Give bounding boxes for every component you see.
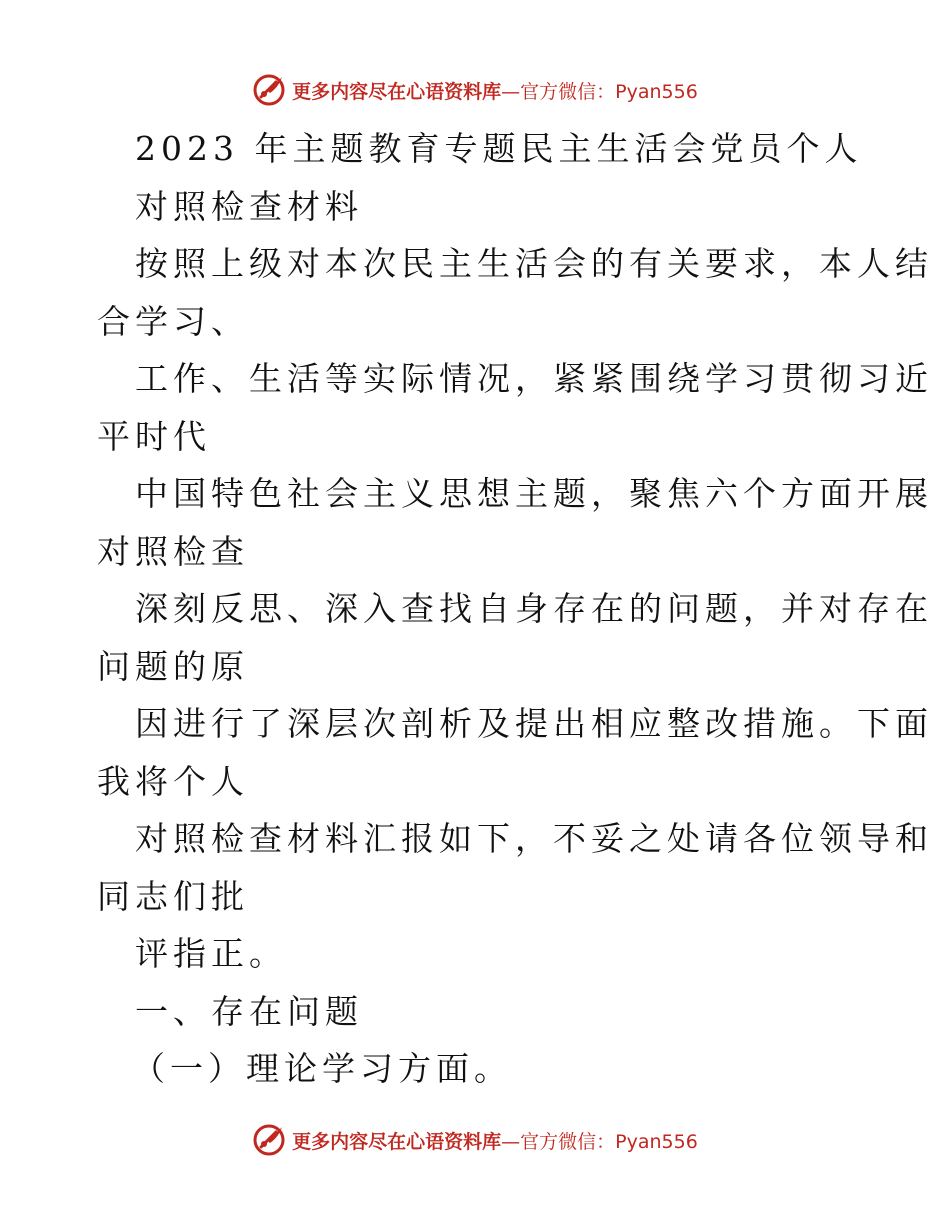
watermark-header [0,70,950,110]
paragraph-line: 中国特色社会主义思想主题，聚焦六个方面开展 [135,474,933,513]
paragraph-line: 工作、生活等实际情况，紧紧围绕学习贯彻习近 [135,359,933,398]
watermark-dash: — [501,80,521,103]
paragraph-line: 对照检查 [97,531,249,571]
paragraph-line: 问题的原 [97,646,249,686]
doc-title-line-1: 2023 年主题教育专题民主生活会党员个人 [135,129,863,168]
paragraph-line: 我将个人 [97,761,249,801]
watermark-brand: 更多内容尽在心语资料库 [292,80,502,103]
watermark-dash: — [501,1130,521,1153]
paragraph-line: 合学习、 [97,301,249,341]
paragraph-line: 按照上级对本次民主生活会的有关要求，本人结 [135,244,933,283]
paragraph-line: 同志们批 [97,876,249,916]
section-heading: 一、存在问题 [135,991,363,1031]
quill-logo-icon [252,73,286,107]
paragraph-line: 对照检查材料汇报如下，不妥之处请各位领导和 [135,819,933,858]
watermark-footer [0,1120,950,1160]
document-body [97,120,933,1098]
doc-title-line-2: 对照检查材料 [135,186,363,226]
watermark-text [292,77,698,104]
subsection-heading: （一）理论学习方面。 [132,1049,512,1088]
paragraph-line: 深刻反思、深入查找自身存在的问题，并对存在 [135,589,933,628]
paragraph-line: 平时代 [97,416,211,456]
watermark-text [292,1127,698,1154]
quill-logo-icon [252,1123,286,1157]
paragraph-line: 评指正。 [135,934,287,973]
watermark-contact: 官方微信：Pyan556 [520,1130,698,1153]
watermark-contact: 官方微信：Pyan556 [520,80,698,103]
watermark-brand: 更多内容尽在心语资料库 [292,1130,502,1153]
paragraph-line: 因进行了深层次剖析及提出相应整改措施。下面 [135,704,933,743]
